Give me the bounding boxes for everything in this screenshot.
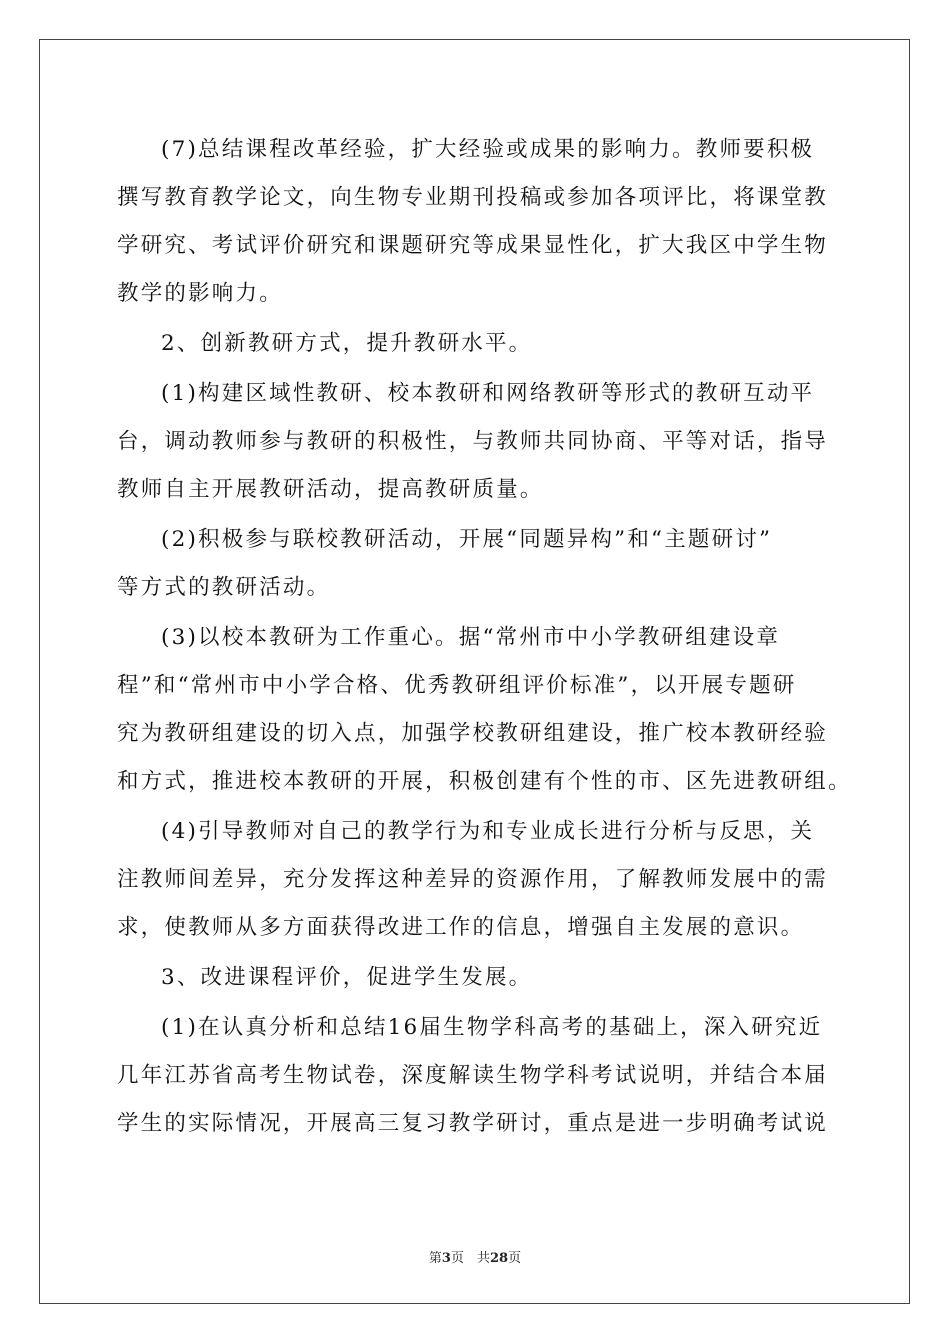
heading-line: 3、改进课程评价，促进学生发展。 — [161, 965, 533, 990]
text-line: (4)引导教师对自己的教学行为和专业成长进行分析与反思，关 — [161, 819, 815, 844]
paragraph-school-research — [117, 614, 852, 806]
text-line: 究为教研组建设的切入点，加强学校教研组建设，推广校本教研经验 — [117, 721, 829, 746]
text-line: 程”和“常州市中小学合格、优秀教研组评价标准”，以开展专题研 — [117, 673, 797, 698]
text-line: 教学的影响力。 — [117, 281, 283, 306]
text-line: (1)在认真分析和总结16届生物学科高考的基础上，深入研究近 — [161, 1015, 823, 1040]
text-line: (2)积极参与联校教研活动，开展“同题异构”和“主题研讨” — [161, 527, 773, 552]
text-line: 撰写教育教学论文，向生物专业期刊投稿或参加各项评比，将课堂教 — [117, 185, 829, 210]
page-footer — [0, 1247, 950, 1266]
footer-suffix: 页 — [508, 1251, 522, 1266]
text-line: 等方式的教研活动。 — [117, 575, 331, 600]
total-pages: 28 — [489, 1251, 509, 1266]
section-heading-3 — [117, 954, 833, 1002]
text-line: 求，使教师从多方面获得改进工作的信息，增强自主发展的意识。 — [117, 915, 805, 940]
text-line: 教师自主开展教研活动，提高教研质量。 — [117, 477, 544, 502]
footer-mid: 页 共 — [450, 1251, 490, 1266]
heading-line: 2、创新教研方式，提升教研水平。 — [161, 331, 533, 356]
paragraph-exam-analysis — [117, 1004, 833, 1148]
section-heading-2 — [117, 320, 833, 368]
document-body — [117, 126, 852, 1148]
text-line: 和方式，推进校本教研的开展，积极创建有个性的市、区先进教研组。 — [117, 769, 852, 794]
text-line: 注教师间差异，充分发挥这种差异的资源作用，了解教师发展中的需 — [117, 867, 829, 892]
text-line: (3)以校本教研为工作重心。据“常州市中小学教研组建设章 — [161, 625, 781, 650]
paragraph-platform — [117, 370, 833, 514]
text-line: 学生的实际情况，开展高三复习教学研讨，重点是进一步明确考试说 — [117, 1111, 829, 1136]
paragraph-joint-research — [117, 516, 833, 612]
text-line: (7)总结课程改革经验，扩大经验或成果的影响力。教师要积极 — [161, 137, 815, 162]
footer-prefix: 第 — [428, 1251, 442, 1266]
text-line: 台，调动教师参与教研的积极性，与教师共同协商、平等对话，指导 — [117, 429, 829, 454]
text-line: 几年江苏省高考生物试卷，深度解读生物学科考试说明，并结合本届 — [117, 1063, 829, 1088]
paragraph-reflection — [117, 808, 833, 952]
paragraph-summary — [117, 126, 833, 318]
text-line: (1)构建区域性教研、校本教研和网络教研等形式的教研互动平 — [161, 381, 815, 406]
page-number: 3 — [441, 1251, 451, 1266]
text-line: 学研究、考试评价研究和课题研究等成果显性化，扩大我区中学生物 — [117, 233, 829, 258]
